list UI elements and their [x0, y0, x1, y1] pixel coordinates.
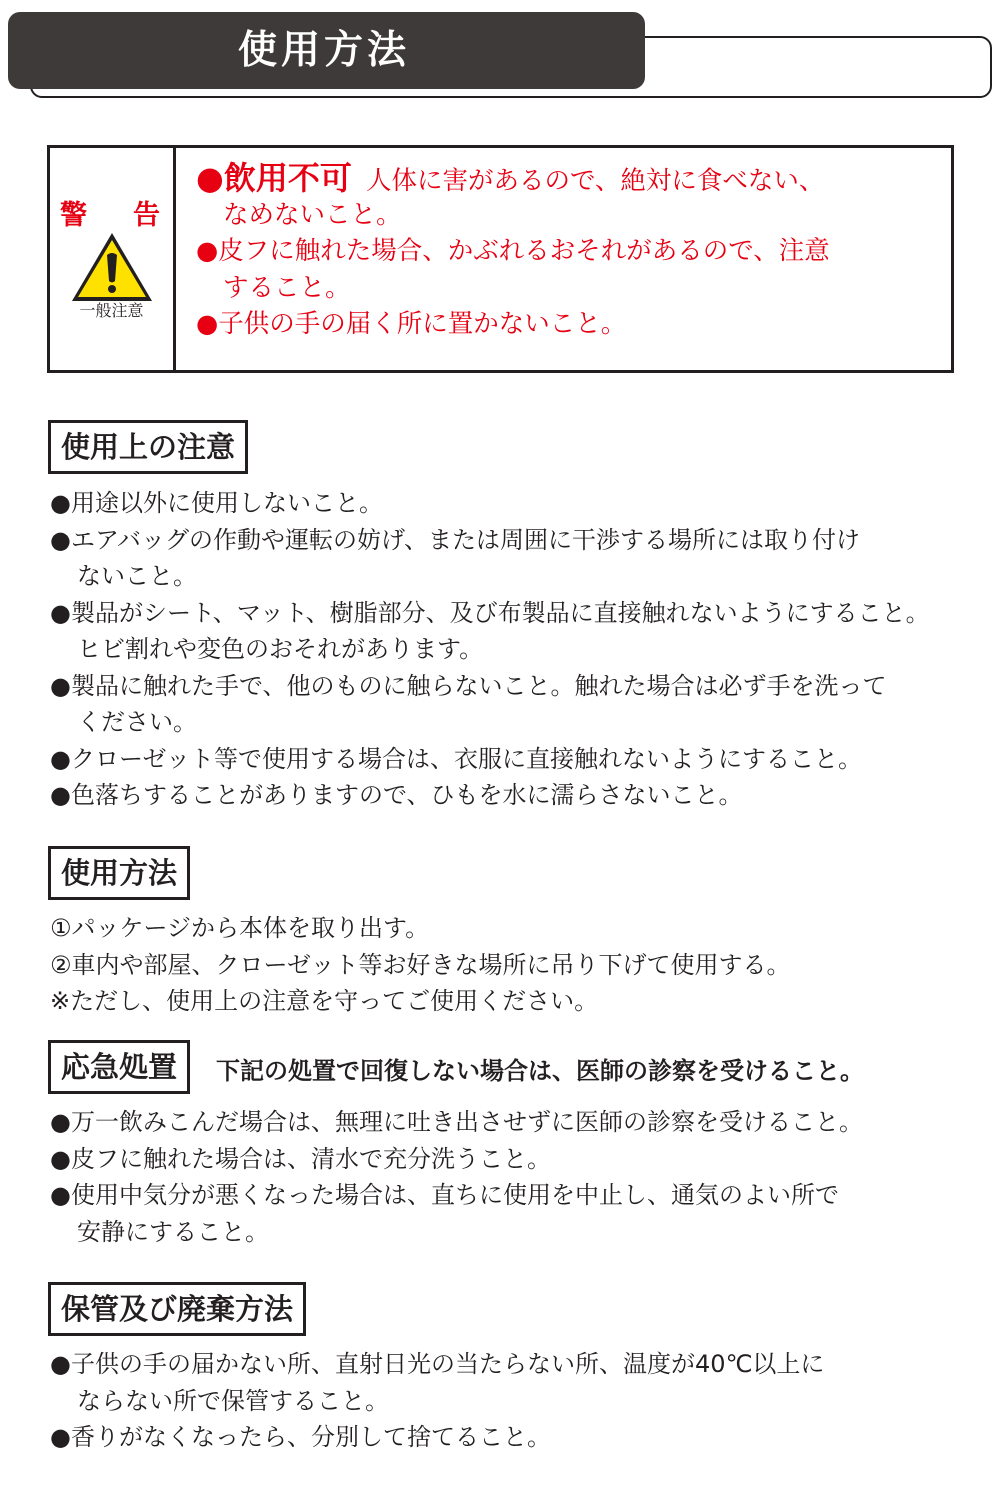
first-aid-line: ●使用中気分が悪くなった場合は、直ちに使用を中止し、通気のよい所で: [50, 1181, 839, 1209]
page-title: 使用方法: [238, 28, 411, 73]
first-aid-list: [50, 1104, 980, 1250]
warning-icon-label: 一般注意: [79, 301, 144, 320]
storage-list: [50, 1346, 980, 1456]
warning-line-4: すること。: [223, 272, 351, 303]
usage-line: ①パッケージから本体を取り出す。: [50, 914, 430, 942]
precautions-line: ないこと。: [77, 562, 197, 590]
warning-strong: ●飲用不可: [196, 159, 352, 197]
precautions-line: ●用途以外に使用しないこと。: [50, 489, 383, 517]
warning-text: [196, 160, 946, 343]
warning-box: [47, 145, 954, 373]
usage-line: ※ただし、使用上の注意を守ってご使用ください。: [50, 987, 599, 1015]
usage-heading: 使用方法: [48, 846, 190, 900]
precautions-list: [50, 485, 980, 814]
precautions-heading: 使用上の注意: [48, 420, 248, 474]
precautions-line: ●エアバッグの作動や運転の妨げ、または周囲に干渉する場所には取り付け: [50, 525, 861, 554]
first-aid-heading: 応急処置: [48, 1040, 190, 1094]
first-aid-note: 下記の処置で回復しない場合は、医師の診察を受けること。: [216, 1057, 864, 1085]
warning-line-2: なめないこと。: [223, 199, 402, 230]
storage-line: ●子供の手の届かない所、直射日光の当たらない所、温度が40℃以上に: [50, 1350, 825, 1378]
precautions-line: ●製品に触れた手で、他のものに触らないこと。触れた場合は必ず手を洗って: [50, 671, 887, 700]
precautions-line: ●製品がシート、マット、樹脂部分、及び布製品に直接触れないようにすること。: [50, 598, 930, 627]
precautions-line: ●色落ちすることがありますので、ひもを水に濡らさないこと。: [50, 781, 743, 809]
warning-line-5: ●子供の手の届く所に置かないこと。: [196, 309, 627, 339]
precautions-line: ください。: [77, 708, 197, 736]
precautions-line: ヒビ割れや変色のおそれがあります。: [77, 635, 484, 663]
warning-label-panel: [50, 148, 176, 370]
storage-line: ならない所で保管すること。: [77, 1386, 389, 1415]
warning-label: [60, 200, 160, 232]
first-aid-line: ●皮フに触れた場合は、清水で充分洗うこと。: [50, 1144, 551, 1173]
warning-triangle-icon: [70, 231, 154, 303]
warning-label-left: 警: [60, 200, 87, 231]
warning-line-1: [196, 160, 946, 197]
usage-list: [50, 910, 980, 1020]
storage-heading: 保管及び廃棄方法: [48, 1282, 306, 1336]
precautions-line: ●クローゼット等で使用する場合は、衣服に直接触れないようにすること。: [50, 744, 862, 773]
first-aid-line: 安静にすること。: [77, 1217, 269, 1246]
first-aid-line: ●万一飲みこんだ場合は、無理に吐き出させずに医師の診察を受けること。: [50, 1108, 863, 1136]
usage-line: ②車内や部屋、クローゼット等お好きな場所に吊り下げて使用する。: [50, 950, 791, 979]
warning-line-1-text: 人体に害があるので、絶対に食べない、: [365, 166, 825, 196]
storage-line: ●香りがなくなったら、分別して捨てること。: [50, 1423, 551, 1451]
warning-label-right: 告: [133, 200, 160, 231]
warning-line-3: ●皮フに触れた場合、かぶれるおそれがあるので、注意: [196, 236, 830, 266]
